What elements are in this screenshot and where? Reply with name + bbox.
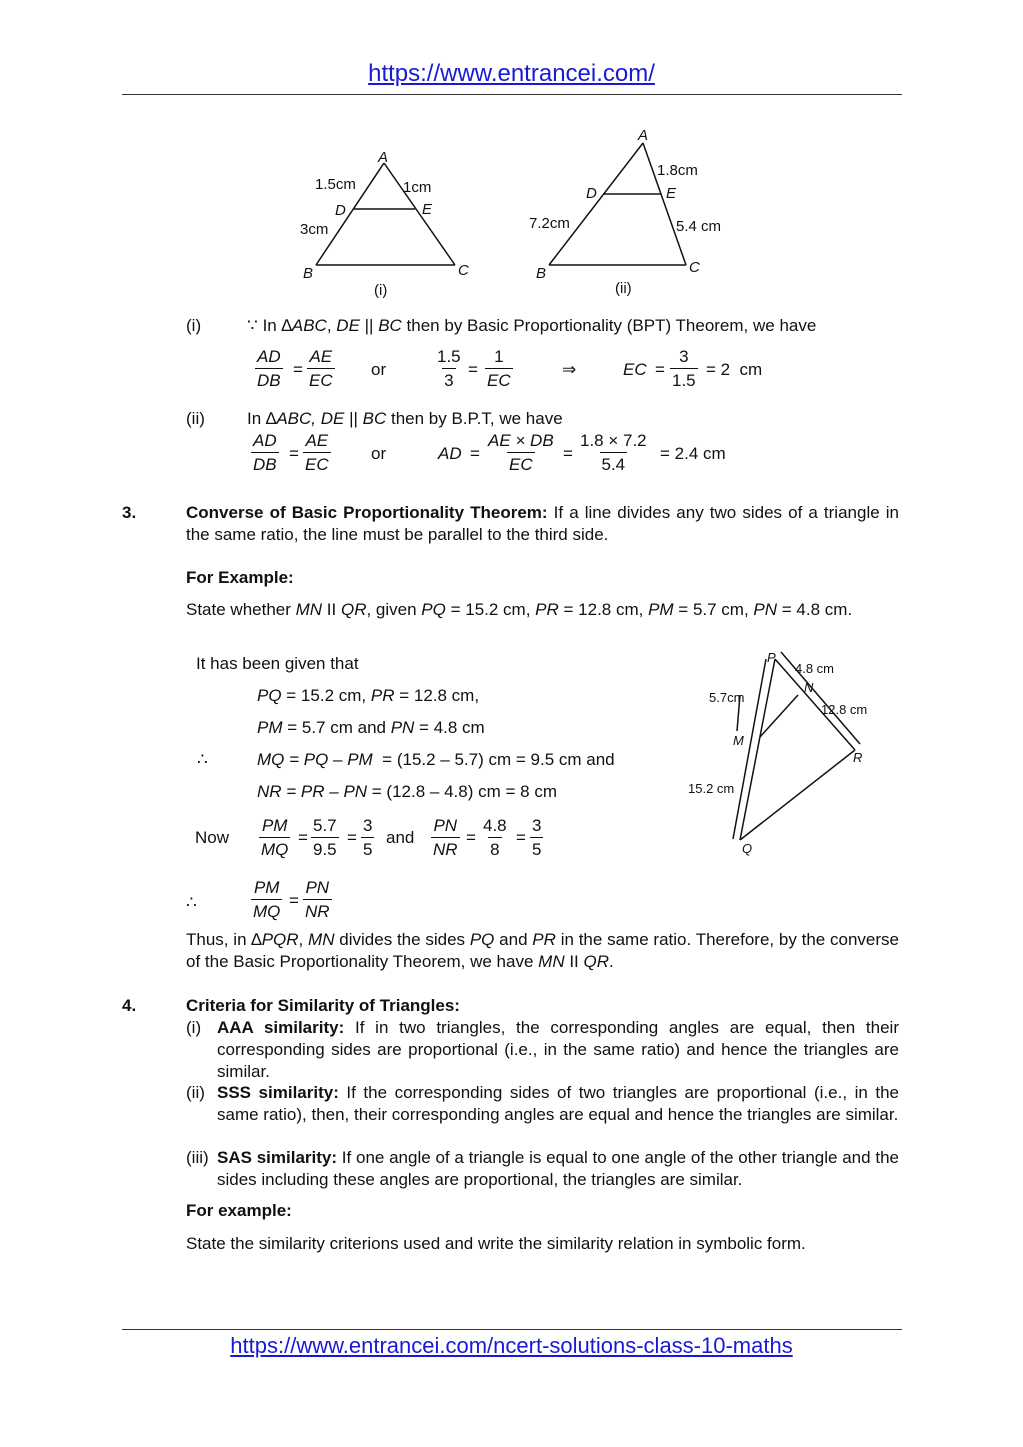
denominator: EC	[307, 368, 335, 389]
given-intro: It has been given that	[196, 654, 359, 673]
text: then by B.P.T, we have	[386, 409, 563, 428]
denominator: DB	[251, 452, 279, 473]
denominator: NR	[303, 899, 332, 920]
section-4-number: 4.	[122, 996, 137, 1015]
equals-sign: =	[347, 828, 357, 847]
section-4-example-heading: For example:	[186, 1201, 292, 1220]
numerator: 3	[679, 347, 689, 366]
fraction-value	[578, 432, 649, 473]
section-3-number: 3.	[122, 503, 137, 522]
text: ,	[298, 930, 309, 949]
equals-sign: =	[468, 360, 478, 379]
denominator: 3	[442, 368, 455, 389]
numerator: 1	[494, 347, 504, 366]
segment-de: DE	[336, 316, 360, 335]
header-url-link[interactable]: https://www.entrancei.com/	[368, 60, 655, 87]
criterion-title: SAS similarity:	[217, 1148, 338, 1167]
given-line-1	[257, 686, 479, 706]
text: Thus, in	[186, 930, 252, 949]
numerator: AE	[305, 431, 329, 450]
now-word: Now	[195, 828, 230, 847]
numerator: PN	[433, 816, 458, 835]
text: = 15.2 cm,	[281, 686, 371, 705]
segment-pn: PN	[390, 718, 415, 737]
numerator: AD	[253, 431, 277, 450]
pqr-lines	[733, 652, 863, 840]
equals-sign: =	[466, 828, 476, 847]
criterion-text: If in two triangles, the corresponding angles are equal, then their corresponding sides are proportional (i.e., in the same ratio) and hence the triangles are similar.	[217, 1018, 899, 1081]
fraction-3-1.5	[670, 348, 698, 389]
numerator: AE × DB	[488, 431, 554, 450]
equals-sign: =	[563, 444, 573, 463]
text: = (15.2 – 5.7) cm = 9.5 cm and	[372, 750, 615, 769]
numerator: AE	[309, 347, 333, 366]
fig2-label-C: C	[689, 259, 700, 276]
segment-pq: PQ	[257, 686, 282, 705]
denominator: EC	[485, 368, 513, 389]
text: = 12.8 cm,	[558, 600, 649, 619]
footer-rule	[122, 1329, 902, 1330]
denominator: 5	[530, 837, 543, 858]
denominator: MQ	[259, 837, 290, 858]
nr-computation	[257, 782, 557, 802]
fig2-label-B: B	[536, 265, 547, 282]
text: II	[564, 952, 584, 971]
fig3-pq-length: 15.2 cm	[688, 781, 735, 796]
text: = 4.8 cm.	[777, 600, 853, 619]
triangle-symbol: ∆	[281, 316, 292, 335]
text: In	[262, 316, 282, 335]
fraction-5.7-9.5	[311, 817, 339, 858]
numerator: 4.8	[483, 816, 507, 835]
numerator: 1.8 × 7.2	[580, 431, 647, 450]
section-3-text: If a line divides any two sides of a triangle in the same ratio, the line must be parallel to the third side.	[186, 503, 899, 544]
fig1-label-C: C	[458, 262, 469, 279]
equals-sign: =	[289, 444, 299, 463]
text: ,	[326, 316, 337, 335]
section-3-statement	[186, 502, 899, 546]
fig1-db-length: 3cm	[300, 221, 329, 238]
text: = 12.8 cm,	[394, 686, 480, 705]
fraction-4.8-8	[481, 817, 509, 858]
equals-sign: =	[293, 360, 303, 379]
fraction-3-5	[530, 817, 543, 858]
section-3-question	[186, 599, 899, 621]
fig3-pn-length: 4.8 cm	[795, 661, 835, 676]
fraction-1-ec	[485, 348, 513, 389]
fraction-pn-nr	[303, 879, 332, 920]
fraction-aedb-ec	[486, 432, 556, 473]
segment-pr: PR	[532, 930, 556, 949]
solution-ii-label: (ii)	[186, 409, 205, 428]
fig2-label-E: E	[666, 185, 677, 202]
or-word: or	[371, 444, 387, 463]
therefore-symbol: ∴	[197, 750, 208, 769]
given-line-2	[257, 718, 485, 738]
numerator: 3	[363, 816, 373, 835]
implies-symbol: ⇒	[562, 360, 577, 379]
segment-mn: MN	[308, 930, 335, 949]
fraction-ad-db	[255, 348, 283, 389]
text: State whether	[186, 600, 296, 619]
text: = 15.2 cm,	[445, 600, 536, 619]
solution-ii-statement	[247, 408, 563, 430]
fig2-ae-length: 1.8cm	[657, 162, 698, 179]
ad-result: = 2.4 cm	[660, 444, 726, 463]
section-4-title: Criteria for Similarity of Triangles:	[186, 996, 460, 1015]
segment-mn: MN	[538, 952, 565, 971]
fig1-label-A: A	[378, 149, 389, 166]
text: , given	[366, 600, 422, 619]
fraction-ae-ec	[303, 432, 331, 473]
fraction-pm-mq	[259, 817, 290, 858]
parallel-symbol: ||	[344, 409, 363, 428]
triangle-name: PQR	[261, 930, 299, 949]
segment-pq: PQ	[469, 930, 495, 949]
denominator: 9.5	[311, 837, 339, 858]
criterion-title: AAA similarity:	[217, 1018, 345, 1037]
triangle-name: ABC, DE	[276, 409, 345, 428]
fig3-label-N: N	[804, 680, 814, 695]
numerator: PN	[305, 878, 330, 897]
criterion-title: SSS similarity:	[217, 1083, 339, 1102]
segment-pm: PM	[648, 600, 674, 619]
footer-link-wrap	[0, 1333, 1023, 1359]
segment-mn: MN	[295, 600, 323, 619]
text: and	[494, 930, 533, 949]
denominator: EC	[303, 452, 331, 473]
fig3-label-P: P	[767, 650, 776, 665]
segment-pr: PR	[535, 600, 559, 619]
parallel-symbol: ||	[359, 316, 379, 335]
numerator: PM	[261, 816, 288, 835]
criterion-sas	[217, 1147, 899, 1191]
fig1-caption: (i)	[374, 282, 388, 299]
equals-sign: =	[289, 891, 299, 910]
text: In	[247, 409, 266, 428]
denominator: 8	[488, 837, 501, 858]
segment-pr: PR	[370, 686, 395, 705]
fig1-label-D: D	[335, 202, 346, 219]
or-word: or	[371, 360, 387, 379]
criterion-text: If one angle of a triangle is equal to one angle of the other triangle and the sides including these angles are proportional, the triangles are similar.	[217, 1148, 899, 1189]
since-symbol: ∵	[247, 316, 258, 335]
fig1-label-B: B	[303, 265, 314, 282]
equals-sign: =	[516, 828, 526, 847]
section-3-title: Converse of Basic Proportionality Theorem:	[186, 503, 548, 522]
denominator: 1.5	[670, 368, 698, 389]
fig2-ec-length: 5.4 cm	[676, 218, 722, 235]
denominator: DB	[255, 368, 283, 389]
fig2-label-A: A	[638, 127, 649, 144]
numerator: 3	[532, 816, 542, 835]
criterion-aaa	[217, 1017, 899, 1083]
denominator: 5.4	[600, 452, 628, 473]
denominator: EC	[507, 452, 535, 473]
denominator: 5	[361, 837, 374, 858]
text: in the same ratio. Therefore, by the converse of the Basic Proportionality Theorem, we have	[186, 930, 899, 971]
criterion-text: If the corresponding sides of two triangles are proportional (i.e., in the same ratio), then, their corresponding angles are equal and hence the triangles are similar.	[217, 1083, 899, 1124]
segment-pq: PQ	[421, 600, 446, 619]
segment-pn: PN	[753, 600, 778, 619]
equals-sign: =	[298, 828, 308, 847]
fraction-ae-ec	[307, 348, 335, 389]
text: divides the sides	[334, 930, 470, 949]
fig1-ae-length: 1cm	[403, 179, 432, 196]
fig3-label-M: M	[733, 733, 744, 748]
fraction-pn-nr	[431, 817, 460, 858]
mq-expression: MQ = PQ – PM	[257, 750, 373, 769]
text: then by Basic Proportionality (BPT) Theorem, we have	[401, 316, 817, 335]
bpt-triangle-figures	[0, 0, 1023, 310]
segment-qr: QR	[340, 600, 367, 619]
fig3-label-R: R	[853, 750, 863, 765]
nr-expression: NR = PR – PN	[257, 782, 368, 801]
fraction-ad-db	[251, 432, 279, 473]
mq-computation	[257, 750, 615, 770]
equals-sign: =	[470, 444, 480, 463]
numerator: 5.7	[313, 816, 337, 835]
numerator: 1.5	[437, 347, 461, 366]
fig3-pm-length: 5.7cm	[709, 690, 745, 705]
numerator: PM	[253, 878, 280, 897]
text: = 5.7 cm and	[282, 718, 391, 737]
therefore-symbol: ∴	[186, 893, 197, 912]
criterion-sss	[217, 1082, 899, 1126]
equals-sign: =	[655, 360, 665, 379]
and-word: and	[386, 828, 415, 847]
fraction-pm-mq	[251, 879, 282, 920]
section-3-conclusion	[186, 929, 899, 973]
triangle-symbol: ∆	[251, 930, 262, 949]
fig3-label-Q: Q	[742, 841, 753, 856]
criterion-ii-label: (ii)	[186, 1083, 205, 1102]
fraction-1.5-3	[435, 348, 463, 389]
ec-lhs: EC	[623, 360, 647, 379]
segment-pm: PM	[257, 718, 283, 737]
denominator: NR	[431, 837, 460, 858]
fig2-caption: (ii)	[615, 280, 632, 297]
footer-url-link[interactable]: https://www.entrancei.com/ncert-solutions-class-10-maths	[230, 1333, 793, 1358]
numerator: AD	[257, 347, 281, 366]
text: = 4.8 cm	[414, 718, 485, 737]
fig3-pr-length: 12.8 cm	[821, 702, 868, 717]
section-4-task: State the similarity criterions used and write the similarity relation in symbolic form.	[186, 1234, 806, 1253]
fig2-label-D: D	[586, 185, 597, 202]
text: .	[609, 952, 614, 971]
ad-lhs: AD	[438, 444, 462, 463]
triangle-name: ABC	[291, 316, 327, 335]
solution-i-statement	[247, 315, 816, 337]
ec-result: = 2 cm	[706, 360, 763, 379]
fig2-ad-length: 7.2cm	[529, 215, 570, 232]
segment-bc: BC	[362, 409, 387, 428]
triangle-symbol: ∆	[265, 409, 277, 428]
pqr-triangle-figure	[680, 645, 880, 860]
section-3-example-heading: For Example:	[186, 568, 294, 587]
criterion-iii-label: (iii)	[186, 1148, 209, 1167]
denominator: MQ	[251, 899, 282, 920]
segment-bc: BC	[378, 316, 402, 335]
criterion-i-label: (i)	[186, 1018, 202, 1037]
fraction-3-5	[361, 817, 374, 858]
solution-i-label: (i)	[186, 316, 202, 335]
text: = 5.7 cm,	[673, 600, 754, 619]
text: = (12.8 – 4.8) cm = 8 cm	[367, 782, 557, 801]
segment-qr: QR	[583, 952, 610, 971]
fig1-label-E: E	[422, 201, 433, 218]
text: II	[322, 600, 341, 619]
fig1-ad-length: 1.5cm	[315, 176, 356, 193]
